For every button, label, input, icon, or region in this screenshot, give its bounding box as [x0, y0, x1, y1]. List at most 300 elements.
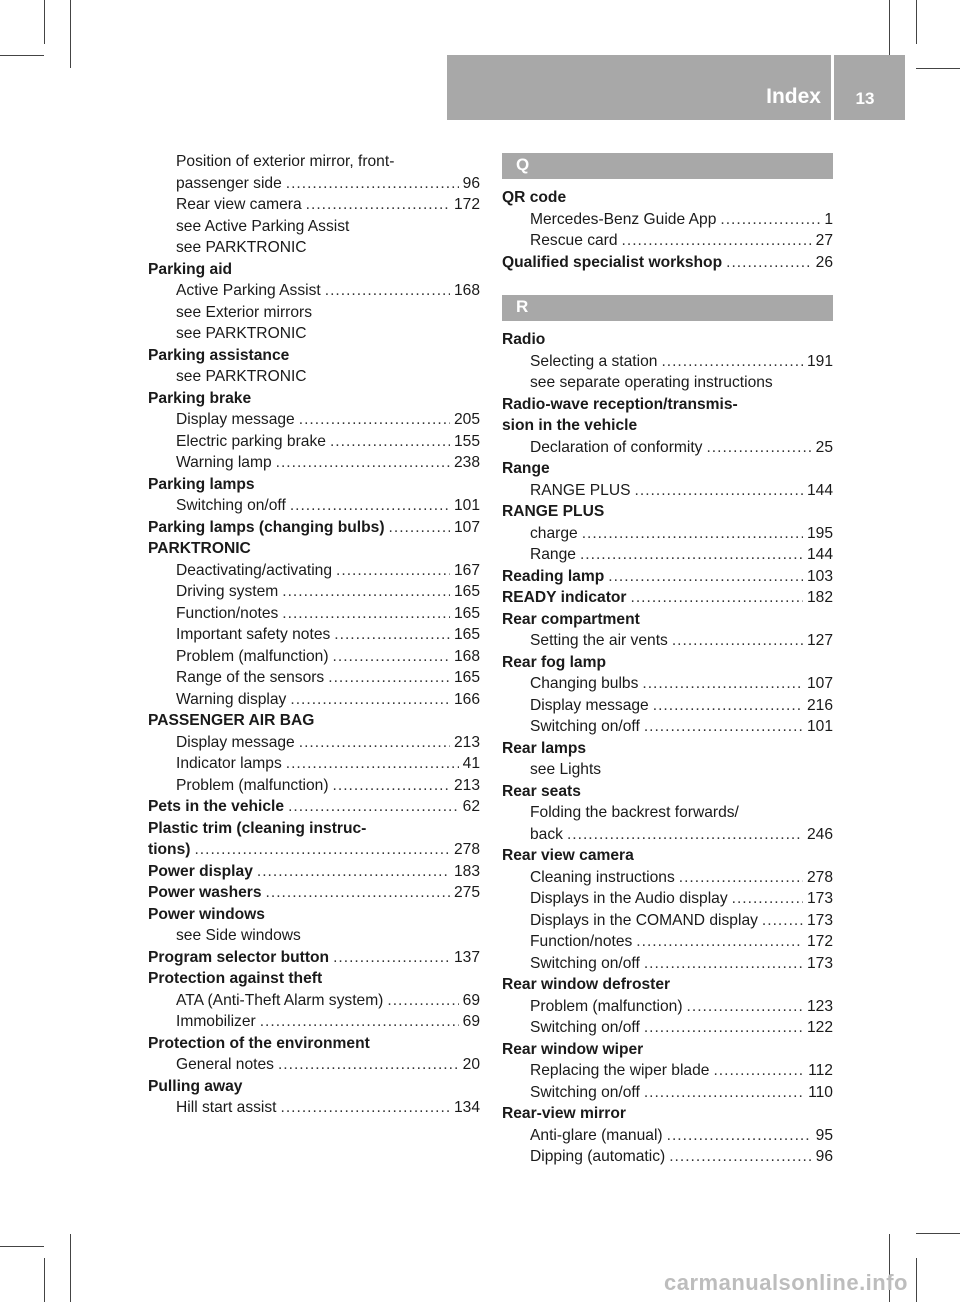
- index-entry: [148, 538, 480, 560]
- entry-text: Rear-view mirror: [502, 1105, 626, 1122]
- index-entry: [502, 252, 833, 274]
- entry-text: Parking assistance: [148, 346, 290, 364]
- entry-text: Range of the sensors: [176, 669, 325, 686]
- index-entry: [502, 1082, 833, 1104]
- leader-dots: [334, 624, 450, 646]
- section-letter: R: [516, 297, 529, 316]
- index-entry: [148, 173, 480, 195]
- entry-text: Display message: [530, 696, 649, 714]
- entry-text: Position of exterior mirror, front-: [176, 153, 395, 170]
- leader-dots: [762, 910, 803, 932]
- leader-dots: [257, 861, 450, 883]
- entry-text: Rear window wiper: [502, 1040, 644, 1058]
- index-entry: [148, 452, 480, 474]
- entry-text: PARKTRONIC: [148, 540, 251, 557]
- leader-dots: [636, 931, 803, 953]
- leader-dots: [713, 1060, 804, 1082]
- leader-dots: [582, 523, 803, 545]
- index-entry: [502, 802, 833, 824]
- leader-dots: [299, 409, 450, 431]
- leader-dots: [732, 888, 803, 910]
- index-entry: [502, 953, 833, 975]
- entry-text: charge: [530, 524, 578, 542]
- entry-text: Function/notes: [530, 933, 633, 950]
- leader-dots: [608, 566, 803, 588]
- entry-page-number: 41: [462, 755, 480, 772]
- crop-mark: [44, 1258, 45, 1302]
- leader-dots: [333, 947, 450, 969]
- entry-page-number: 144: [806, 546, 833, 563]
- entry-page-number: 168: [453, 647, 480, 665]
- index-entry: [502, 1060, 833, 1082]
- leader-dots: [679, 867, 803, 889]
- index-entry: [148, 968, 480, 990]
- entry-text: Plastic trim (cleaning instruc-: [148, 819, 367, 837]
- leader-dots: [330, 431, 450, 453]
- leader-dots: [333, 775, 450, 797]
- index-column-right: [502, 153, 833, 1168]
- index-entry: [148, 624, 480, 646]
- leader-dots: [720, 209, 820, 231]
- entry-text: Reading lamp: [502, 567, 605, 585]
- entry-page-number: 103: [806, 567, 833, 585]
- index-entry: [502, 480, 833, 502]
- section-letter-bar: [502, 295, 833, 321]
- entry-text: Hill start assist: [176, 1099, 277, 1116]
- crop-mark: [916, 68, 960, 69]
- entry-page-number: 69: [462, 991, 480, 1009]
- leader-dots: [290, 495, 450, 517]
- page-number: 13: [855, 89, 875, 108]
- entry-text: Switching on/off: [530, 1083, 640, 1101]
- entry-text: Driving system: [176, 583, 279, 600]
- index-entry: [502, 372, 833, 394]
- entry-text: RANGE PLUS: [502, 503, 605, 520]
- entry-page-number: 165: [453, 583, 480, 600]
- index-entry: [148, 667, 480, 689]
- index-entry: [148, 366, 480, 388]
- leader-dots: [669, 1146, 811, 1168]
- entry-page-number: 173: [806, 954, 833, 972]
- index-entry: [502, 867, 833, 889]
- entry-text: Pets in the vehicle: [148, 798, 285, 815]
- leader-dots: [644, 716, 803, 738]
- entry-page-number: 278: [806, 868, 833, 886]
- index-entry: [502, 695, 833, 717]
- index-entry: [502, 652, 833, 674]
- entry-page-number: 173: [806, 890, 833, 907]
- leader-dots: [726, 252, 812, 274]
- index-column-left: [148, 151, 480, 1119]
- entry-text: Displays in the Audio display: [530, 890, 728, 907]
- entry-text: Qualified specialist workshop: [502, 253, 723, 271]
- leader-dots: [194, 839, 450, 861]
- entry-text: see PARKTRONIC: [176, 325, 307, 342]
- crop-mark: [916, 1233, 960, 1234]
- index-entry: [148, 1076, 480, 1098]
- entry-text: Rear compartment: [502, 610, 640, 628]
- leader-dots: [580, 544, 803, 566]
- leader-dots: [644, 953, 803, 975]
- index-entry: [148, 689, 480, 711]
- entry-text: Mercedes-Benz Guide App: [530, 210, 717, 228]
- entry-page-number: 107: [453, 518, 480, 536]
- entry-text: Parking brake: [148, 389, 252, 407]
- entry-page-number: 62: [462, 798, 480, 815]
- entry-text: Radio-wave reception/transmis-: [502, 395, 738, 413]
- section-letter-bar: [502, 153, 833, 179]
- entry-text: Deactivating/activating: [176, 561, 333, 579]
- index-entry: [148, 151, 480, 173]
- header-divider: [831, 55, 834, 120]
- index-entry: [502, 566, 833, 588]
- entry-text: Warning display: [176, 690, 287, 708]
- entry-text: Rear seats: [502, 782, 581, 800]
- entry-page-number: 25: [815, 438, 833, 456]
- index-entry: [502, 1125, 833, 1147]
- entry-text: Program selector button: [148, 948, 330, 966]
- index-entry: [502, 716, 833, 738]
- entry-text: Radio: [502, 331, 546, 348]
- entry-text: Display message: [176, 411, 295, 428]
- leader-dots: [276, 452, 450, 474]
- entry-text: Power windows: [148, 905, 265, 923]
- index-entry: [148, 431, 480, 453]
- index-entry: [148, 904, 480, 926]
- crop-mark: [916, 1258, 917, 1302]
- entry-text: Cleaning instructions: [530, 868, 675, 886]
- entry-text: PASSENGER AIR BAG: [148, 712, 315, 729]
- leader-dots: [299, 732, 450, 754]
- entry-text: Setting the air vents: [530, 632, 668, 649]
- index-entry: [148, 710, 480, 732]
- index-entry: [502, 437, 833, 459]
- index-entry: [502, 845, 833, 867]
- entry-page-number: 122: [806, 1019, 833, 1036]
- entry-text: Rescue card: [530, 232, 618, 249]
- entry-text: Power display: [148, 862, 253, 880]
- entry-page-number: 238: [453, 454, 480, 471]
- leader-dots: [387, 990, 458, 1012]
- index-entry: [502, 824, 833, 846]
- index-entry: [148, 194, 480, 216]
- leader-dots: [567, 824, 803, 846]
- entry-text: Problem (malfunction): [530, 997, 683, 1015]
- leader-dots: [389, 517, 450, 539]
- index-entry: [148, 409, 480, 431]
- index-entry: [148, 237, 480, 259]
- entry-text: Protection of the environment: [148, 1034, 370, 1052]
- crop-mark: [0, 55, 44, 56]
- index-entry: [148, 1011, 480, 1033]
- entry-text: Rear window defroster: [502, 976, 671, 993]
- entry-text: ATA (Anti-Theft Alarm system): [176, 991, 384, 1009]
- index-entry: [148, 796, 480, 818]
- entry-text: Problem (malfunction): [176, 776, 329, 794]
- entry-page-number: 275: [453, 884, 480, 901]
- entry-text: see Exterior mirrors: [176, 303, 313, 321]
- leader-dots: [260, 1011, 459, 1033]
- leader-dots: [622, 230, 812, 252]
- entry-text: Changing bulbs: [530, 675, 639, 692]
- entry-text: Switching on/off: [176, 497, 286, 514]
- entry-text: passenger side: [176, 174, 282, 192]
- entry-page-number: 182: [806, 589, 833, 606]
- entry-page-number: 95: [815, 1126, 833, 1144]
- leader-dots: [687, 996, 803, 1018]
- entry-text: Parking lamps (changing bulbs): [148, 518, 385, 536]
- page-title: Index: [766, 85, 821, 108]
- entry-text: Folding the backrest forwards/: [530, 804, 739, 821]
- index-entry: [148, 732, 480, 754]
- index-entry: [502, 329, 833, 351]
- entry-text: Power washers: [148, 884, 262, 901]
- index-entry: [502, 351, 833, 373]
- leader-dots: [286, 173, 459, 195]
- index-entry: [502, 996, 833, 1018]
- entry-text: see PARKTRONIC: [176, 368, 307, 385]
- index-entry: [148, 818, 480, 840]
- entry-text: sion in the vehicle: [502, 417, 638, 434]
- index-entry: [148, 259, 480, 281]
- entry-text: see PARKTRONIC: [176, 239, 307, 256]
- leader-dots: [333, 646, 450, 668]
- entry-text: Dipping (automatic): [530, 1148, 666, 1165]
- crop-mark: [0, 1246, 44, 1247]
- leader-dots: [325, 280, 450, 302]
- entry-page-number: 172: [806, 933, 833, 950]
- entry-page-number: 134: [453, 1099, 480, 1116]
- crop-mark: [44, 0, 45, 44]
- index-entry: [502, 630, 833, 652]
- entry-text: Replacing the wiper blade: [530, 1062, 710, 1079]
- index-entry: [502, 974, 833, 996]
- index-entry: [148, 990, 480, 1012]
- entry-text: General notes: [176, 1056, 274, 1073]
- entry-text: Anti-glare (manual): [530, 1126, 663, 1144]
- leader-dots: [286, 753, 459, 775]
- watermark: carmanualsonline.info: [664, 1270, 908, 1295]
- entry-page-number: 173: [806, 911, 833, 929]
- index-entry: [502, 738, 833, 760]
- leader-dots: [667, 1125, 812, 1147]
- index-entry: [502, 888, 833, 910]
- entry-page-number: 101: [453, 497, 480, 514]
- index-entry: [148, 388, 480, 410]
- entry-page-number: 27: [815, 232, 833, 249]
- entry-page-number: 278: [453, 841, 480, 858]
- index-entry: [148, 925, 480, 947]
- index-entry: [148, 581, 480, 603]
- entry-text: see Side windows: [176, 927, 301, 944]
- entry-text: Function/notes: [176, 604, 279, 622]
- entry-text: Display message: [176, 733, 295, 751]
- entry-text: Switching on/off: [530, 954, 640, 972]
- crop-mark: [70, 1234, 71, 1302]
- index-entry: [502, 1146, 833, 1168]
- index-entry: [502, 781, 833, 803]
- entry-page-number: 191: [806, 352, 833, 370]
- index-entry: [148, 839, 480, 861]
- leader-dots: [290, 689, 450, 711]
- index-entry: [502, 587, 833, 609]
- entry-text: Problem (malfunction): [176, 647, 329, 665]
- entry-page-number: 168: [453, 282, 480, 299]
- entry-text: RANGE PLUS: [530, 481, 631, 499]
- entry-text: Pulling away: [148, 1077, 243, 1095]
- entry-page-number: 167: [453, 561, 480, 579]
- entry-page-number: 110: [808, 1083, 833, 1101]
- index-entry: [148, 882, 480, 904]
- entry-text: Rear fog lamp: [502, 653, 606, 671]
- page-header-bar: [447, 55, 905, 120]
- entry-text: Switching on/off: [530, 1019, 640, 1036]
- index-entry: [502, 501, 833, 523]
- leader-dots: [282, 603, 450, 625]
- entry-text: Selecting a station: [530, 352, 658, 370]
- leader-dots: [706, 437, 811, 459]
- entry-page-number: 166: [453, 690, 480, 708]
- entry-page-number: 195: [806, 524, 833, 542]
- leader-dots: [328, 667, 450, 689]
- leader-dots: [653, 695, 803, 717]
- index-entry: [148, 1097, 480, 1119]
- entry-page-number: 213: [453, 733, 480, 751]
- index-entry: [502, 931, 833, 953]
- entry-text: Rear view camera: [176, 196, 302, 213]
- index-entry: [502, 1103, 833, 1125]
- entry-page-number: 112: [808, 1062, 833, 1079]
- index-entry: [502, 609, 833, 631]
- crop-mark: [70, 0, 71, 68]
- leader-dots: [281, 1097, 450, 1119]
- index-entry: [148, 517, 480, 539]
- index-entry: [502, 1017, 833, 1039]
- entry-page-number: 155: [453, 432, 480, 450]
- entry-text: Range: [502, 460, 550, 477]
- index-entry: [502, 187, 833, 209]
- index-entry: [502, 230, 833, 252]
- entry-text: READY indicator: [502, 589, 627, 606]
- entry-text: Immobilizer: [176, 1013, 256, 1030]
- section-gap: [502, 273, 833, 295]
- entry-page-number: 205: [453, 411, 480, 428]
- index-entry: [148, 302, 480, 324]
- index-entry: [148, 345, 480, 367]
- entry-text: tions): [148, 841, 191, 858]
- entry-text: Active Parking Assist: [176, 282, 321, 299]
- entry-text: Rear lamps: [502, 739, 587, 757]
- index-entry: [148, 603, 480, 625]
- entry-text: back: [530, 825, 563, 843]
- leader-dots: [661, 351, 803, 373]
- entry-page-number: 213: [453, 776, 480, 794]
- entry-page-number: 165: [453, 604, 480, 622]
- entry-text: Electric parking brake: [176, 432, 326, 450]
- leader-dots: [635, 480, 803, 502]
- entry-page-number: 144: [806, 481, 833, 499]
- entry-text: Switching on/off: [530, 718, 640, 735]
- leader-dots: [630, 587, 802, 609]
- index-entry: [502, 458, 833, 480]
- entry-page-number: 96: [462, 174, 480, 192]
- index-entry: [502, 759, 833, 781]
- entry-page-number: 172: [453, 196, 480, 213]
- entry-page-number: 137: [453, 948, 480, 966]
- index-entry: [148, 646, 480, 668]
- leader-dots: [644, 1082, 804, 1104]
- entry-text: Parking lamps: [148, 475, 255, 493]
- leader-dots: [306, 194, 450, 216]
- index-entry: [148, 753, 480, 775]
- index-entry: [148, 861, 480, 883]
- index-entry: [502, 523, 833, 545]
- index-entry: [502, 415, 833, 437]
- entry-page-number: 96: [815, 1148, 833, 1165]
- index-entry: [148, 495, 480, 517]
- entry-page-number: 165: [453, 626, 480, 643]
- entry-text: see Lights: [530, 761, 602, 778]
- entry-page-number: 107: [806, 675, 833, 692]
- entry-page-number: 1: [824, 210, 833, 228]
- entry-page-number: 246: [806, 825, 833, 843]
- index-entry: [502, 544, 833, 566]
- entry-text: Declaration of conformity: [530, 438, 703, 456]
- leader-dots: [644, 1017, 803, 1039]
- index-entry: [148, 323, 480, 345]
- crop-mark: [916, 0, 917, 44]
- leader-dots: [266, 882, 450, 904]
- entry-page-number: 216: [806, 696, 833, 714]
- leader-dots: [282, 581, 450, 603]
- index-entry: [148, 216, 480, 238]
- entry-page-number: 69: [462, 1013, 480, 1030]
- entry-text: Rear view camera: [502, 847, 634, 864]
- leader-dots: [288, 796, 459, 818]
- index-entry: [502, 673, 833, 695]
- index-entry: [502, 209, 833, 231]
- section-letter: Q: [516, 155, 530, 174]
- entry-page-number: 183: [453, 862, 480, 880]
- leader-dots: [278, 1054, 459, 1076]
- entry-page-number: 101: [806, 718, 833, 735]
- entry-text: Parking aid: [148, 260, 233, 278]
- index-entry: [148, 1054, 480, 1076]
- entry-page-number: 127: [806, 632, 833, 649]
- index-entry: [148, 474, 480, 496]
- leader-dots: [336, 560, 450, 582]
- index-entry: [502, 394, 833, 416]
- entry-text: Important safety notes: [176, 626, 331, 643]
- entry-text: Displays in the COMAND display: [530, 911, 758, 929]
- entry-text: Protection against theft: [148, 970, 323, 987]
- entry-text: Range: [530, 546, 576, 563]
- entry-text: QR code: [502, 189, 567, 206]
- entry-text: Warning lamp: [176, 454, 272, 471]
- leader-dots: [672, 630, 803, 652]
- entry-page-number: 123: [806, 997, 833, 1015]
- index-entry: [502, 910, 833, 932]
- index-entry: [502, 1039, 833, 1061]
- entry-text: see Active Parking Assist: [176, 217, 350, 235]
- index-entry: [148, 775, 480, 797]
- leader-dots: [642, 673, 803, 695]
- entry-text: see separate operating instructions: [530, 374, 773, 391]
- index-entry: [148, 1033, 480, 1055]
- index-entry: [148, 947, 480, 969]
- index-entry: [148, 280, 480, 302]
- entry-page-number: 20: [462, 1056, 480, 1073]
